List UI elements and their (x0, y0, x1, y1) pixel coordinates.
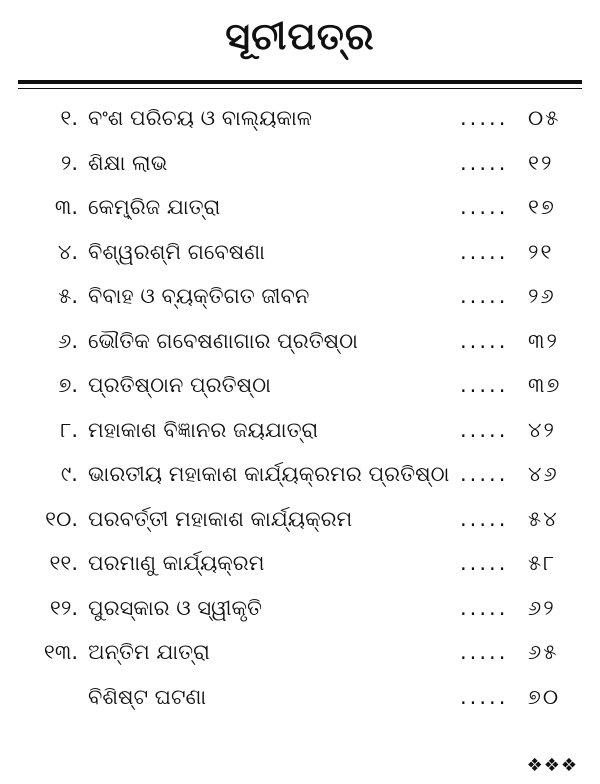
leader-dots: ..... (460, 417, 509, 442)
chapter-title: ଭୌତିକ ଗବେଷଣାଗାର ପ୍ରତିଷ୍ଠା (88, 328, 358, 353)
toc-row (0, 586, 600, 631)
chapter-title: ମହାକାଶ ବିଜ୍ଞାନର ଜୟଯାତ୍ରା (88, 417, 319, 442)
toc-row (0, 497, 600, 542)
chapter-title: ଶିକ୍ଷା ଲାଭ (88, 150, 168, 175)
chapter-number: ୭. (58, 373, 78, 397)
toc-row (0, 452, 600, 497)
page-number: ୫୪ (528, 506, 559, 531)
chapter-number: ୧୧. (49, 551, 78, 575)
toc-row (0, 96, 600, 141)
chapter-number: ୯. (60, 462, 78, 486)
chapter-number: ୮. (60, 417, 78, 442)
page-number: ୨୬ (528, 284, 556, 308)
chapter-number: ୩. (54, 195, 78, 219)
chapter-number: ୨. (60, 150, 78, 175)
chapter-number: ୧୩. (43, 640, 78, 664)
page-number: ୭୦ (528, 684, 561, 709)
page-number: ୪୬ (528, 462, 559, 486)
toc-row (0, 230, 600, 275)
page-number: ୬୫ (528, 640, 559, 664)
chapter-title: ଅନ୍ତିମ ଯାତ୍ରା (88, 640, 210, 664)
chapter-title: ବିବାହ ଓ ବ୍ୟକ୍ତିଗତ ଜୀବନ (88, 284, 310, 308)
page-number: ୧୨ (528, 150, 554, 175)
chapter-number: ୫. (58, 284, 78, 308)
toc-row (0, 274, 600, 319)
leader-dots: ..... (460, 595, 509, 620)
leader-dots: ..... (460, 640, 509, 664)
chapter-number: ୬. (58, 328, 78, 353)
chapter-title: ବିଶ୍ୱରଶ୍ମି ଗବେଷଣା (88, 239, 265, 264)
chapter-number: ୧୨. (49, 595, 78, 620)
toc-row (0, 675, 600, 720)
chapter-number: ୪. (57, 239, 78, 264)
title-rule-thick (18, 80, 582, 84)
end-ornament: ❖❖❖ (526, 755, 578, 776)
chapter-title: ପରମାଣୁ କାର୍ଯ୍ୟକ୍ରମ (88, 551, 265, 575)
page-number: ୫୮ (528, 551, 557, 575)
chapter-title: ପ୍ରତିଷ୍ଠାନ ପ୍ରତିଷ୍ଠା (88, 373, 271, 397)
toc-row (0, 408, 600, 453)
toc-row (0, 541, 600, 586)
page-number: ୬୨ (528, 595, 556, 620)
page-number: ୪୨ (528, 417, 556, 442)
chapter-number: ୧୦. (45, 506, 78, 531)
leader-dots: ..... (460, 239, 509, 264)
page-number: ୩୨ (528, 328, 559, 353)
page-number: ୩୭ (528, 373, 562, 397)
toc-row (0, 363, 600, 408)
leader-dots: ..... (460, 506, 509, 531)
chapter-number: ୧. (60, 106, 78, 130)
toc-row (0, 141, 600, 186)
chapter-title: ପୁରସ୍କାର ଓ ସ୍ୱୀକୃତି (88, 595, 262, 620)
leader-dots: ..... (460, 328, 509, 353)
leader-dots: ..... (460, 150, 509, 175)
chapter-title: ବିଶିଷ୍ଟ ଘଟଣା (88, 684, 207, 709)
leader-dots: ..... (460, 462, 509, 486)
chapter-title: ପରବର୍ତ୍ତୀ ମହାକାଶ କାର୍ଯ୍ୟକ୍ରମ (88, 506, 353, 531)
leader-dots: ..... (460, 551, 509, 575)
chapter-title: ଭାରତୀୟ ମହାକାଶ କାର୍ଯ୍ୟକ୍ରମର ପ୍ରତିଷ୍ଠା (88, 462, 450, 486)
leader-dots: ..... (460, 284, 509, 308)
table-of-contents (0, 96, 600, 719)
toc-row (0, 185, 600, 230)
toc-row (0, 319, 600, 364)
leader-dots: ..... (460, 106, 509, 130)
leader-dots: ..... (460, 373, 509, 397)
chapter-title: କେମ୍ବ୍ରିଜ ଯାତ୍ରା (88, 195, 221, 219)
title-rule-thin (18, 88, 582, 89)
chapter-title: ବଂଶ ପରିଚୟ ଓ ବାଲ୍ୟକାଳ (88, 106, 312, 130)
page-title: ସୂଚୀପତ୍ର (225, 14, 375, 58)
leader-dots: ..... (460, 195, 509, 219)
page-number: ୦୫ (528, 106, 561, 130)
page-number: ୧୭ (528, 195, 556, 219)
leader-dots: ..... (460, 684, 509, 709)
page-number: ୨୧ (528, 239, 554, 264)
toc-row (0, 630, 600, 675)
